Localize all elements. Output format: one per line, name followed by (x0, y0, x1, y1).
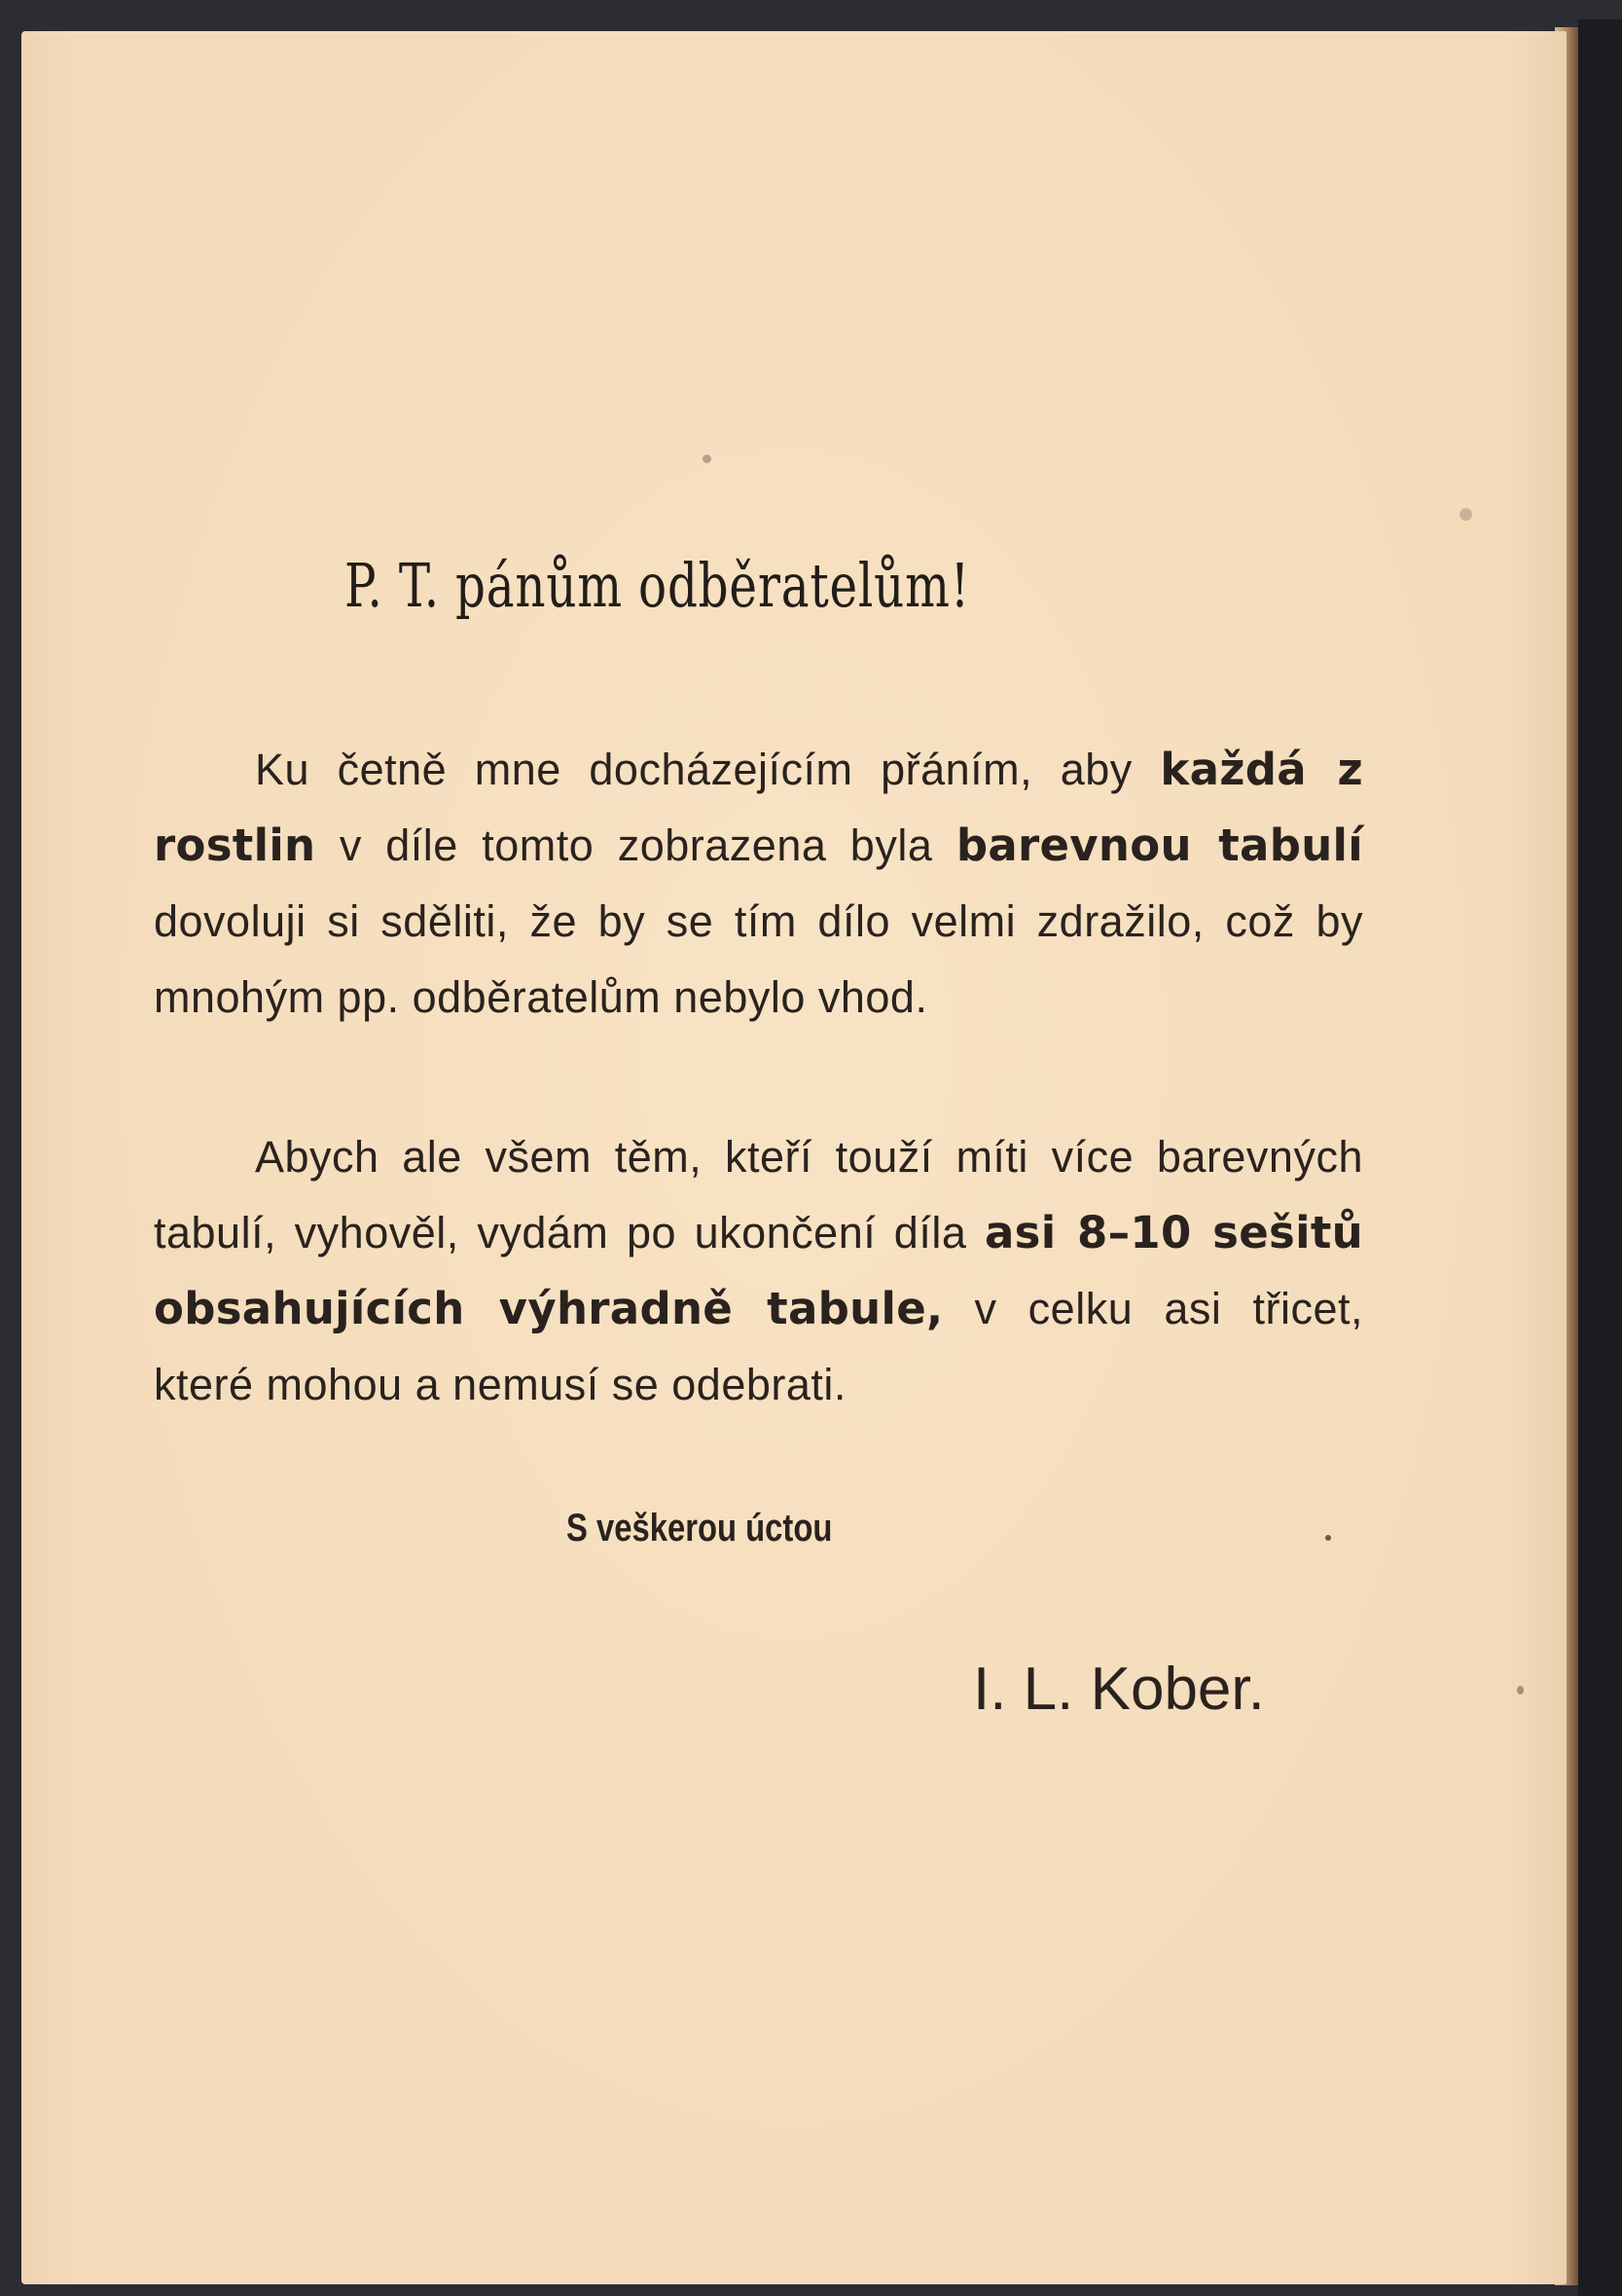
paper-speck (1517, 1686, 1524, 1695)
paragraph-1-bold-segment: každá z rostlin (154, 744, 1363, 871)
paragraph-2-segment: v celku asi třicet, které mohou a nemusí se odebrati. (154, 1284, 1363, 1409)
paper-speck (1325, 1535, 1331, 1541)
paragraph-2-segment: Abych ale všem těm, kteří touží míti více barevných tabulí, vyhověl, vydám po ukončení díla (154, 1132, 1363, 1257)
paragraph-1-segment: Ku četně mne docházejícím přáním, aby (255, 745, 1161, 794)
page-heading: P. T. pánům odběratelům! (344, 550, 970, 621)
paragraph-1-segment: v díle tomto zobrazena byla (315, 820, 956, 870)
scan-background-edge (1578, 19, 1622, 2296)
paragraph-1-bold-segment: barevnou tabulí (955, 820, 1363, 871)
paper-speck (703, 455, 711, 463)
paper-speck (1460, 508, 1472, 521)
paragraph-2-bold-segment: asi 8–10 sešitů obsahujících výhradně tabule, (154, 1207, 1363, 1334)
closing-salutation: S veškerou úctou (566, 1507, 833, 1549)
paragraph-1 (154, 732, 1363, 1036)
signature: I. L. Kober. (973, 1656, 1265, 1723)
paragraph-2 (154, 1119, 1363, 1423)
paragraph-1-segment: dovoluji si sděliti, že by se tím dílo velmi zdražilo, což by mnohým pp. odběratelům nebylo vhod. (154, 896, 1363, 1022)
